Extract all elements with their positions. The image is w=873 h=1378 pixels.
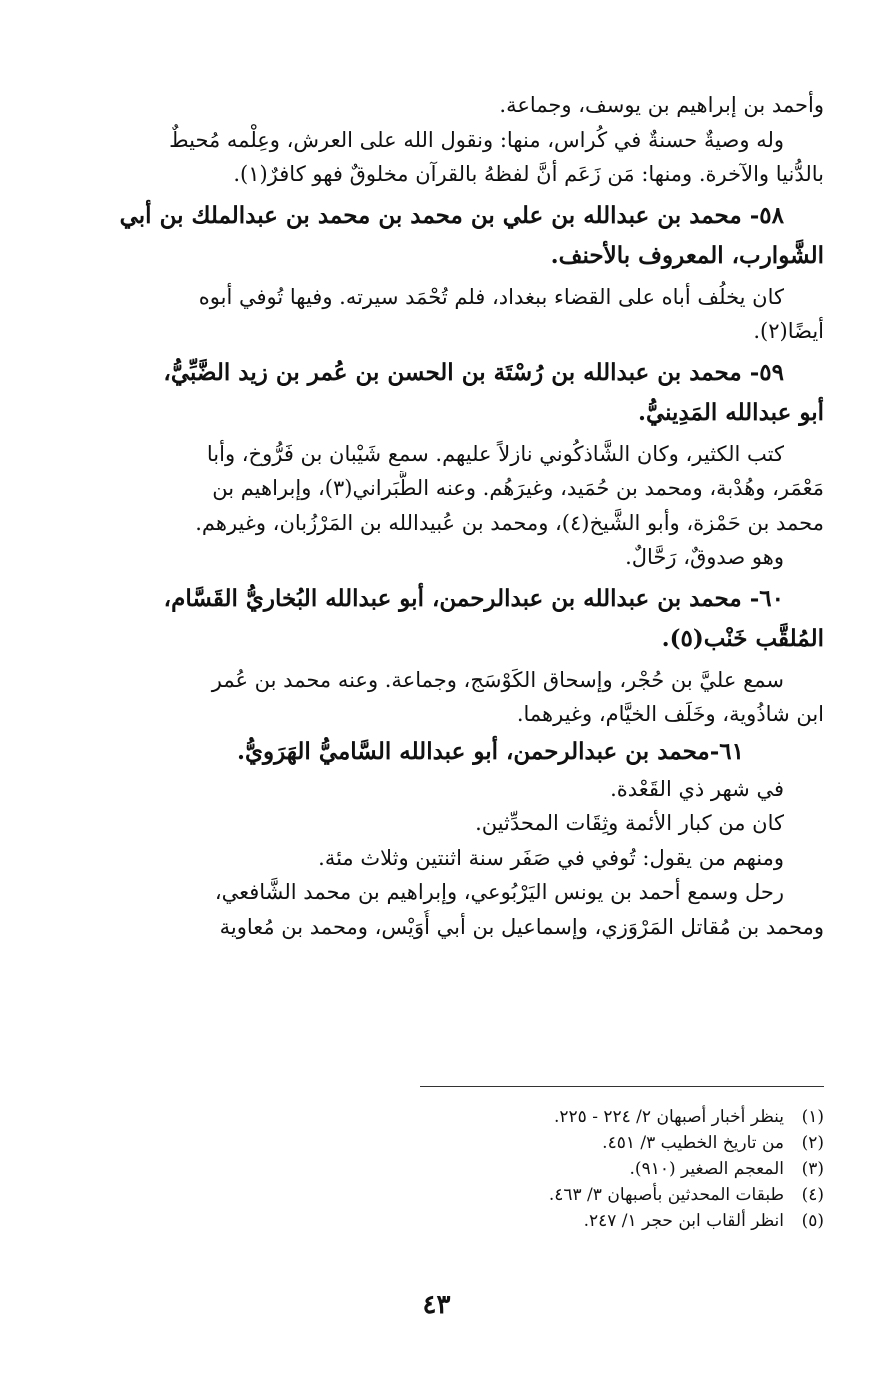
entry-heading-58-cont: الشَّوارب، المعروف بالأحنف. (550, 241, 824, 269)
entry-heading-60: ٦٠- محمد بن عبدالله بن عبدالرحمن، أبو عبدالله البُخاريُّ القَسَّام، (163, 584, 784, 612)
text-line: ابن شاذُوية، وخَلَف الخيَّام، وغيرهما. (516, 702, 824, 726)
text-line: سمع عليَّ بن حُجْر، وإسحاق الكَوْسَج، وجماعة. وعنه محمد بن عُمر (211, 667, 784, 692)
text-line: كان من كبار الأئمة وثِقَات المحدِّثين. (475, 811, 784, 835)
page-number: ٤٣ (422, 1290, 451, 1320)
footnote (444, 1182, 824, 1208)
entry-heading-61: ٦١-محمد بن عبدالرحمن، أبو عبدالله السَّاميُّ الهَرَويُّ. (237, 737, 744, 765)
entry-heading-58: ٥٨- محمد بن عبدالله بن علي بن محمد بن محمد بن عبدالملك بن أبي (119, 201, 784, 229)
text-line: أيضًا(٢). (753, 319, 824, 343)
text-line: ومنهم من يقول: تُوفي في صَفَر سنة اثنتين وثلاث مئة. (318, 845, 784, 870)
footnote-number: (١) (801, 1107, 824, 1127)
footnote-number: (٥) (801, 1211, 824, 1231)
footnote (444, 1130, 824, 1156)
footnotes (444, 1104, 824, 1234)
text-line: رحل وسمع أحمد بن يونس اليَرْبُوعي، وإبراهيم بن محمد الشَّافعي، (214, 880, 784, 904)
text-line: بالدُّنيا والآخرة. ومنها: مَن زَعَم أنَّ لفظهُ بالقرآن مخلوقٌ فهو كافرٌ(١). (233, 162, 824, 186)
footnote-number: (٣) (801, 1159, 824, 1179)
footnote-text: المعجم الصغير (٩١٠). (629, 1159, 784, 1179)
text-line: محمد بن حَمْزة، وأبو الشَّيخ(٤)، ومحمد بن عُبيدالله بن المَرْزُبان، وغيرهم. (195, 510, 824, 535)
footnote-text: من تاريخ الخطيب ٣/ ٤٥١. (602, 1133, 784, 1153)
footnote (444, 1104, 824, 1130)
text-line: في شهر ذي القَعْدة. (610, 776, 784, 801)
text-line: مَعْمَر، وهُدْبة، ومحمد بن حُمَيد، وغيرَهُم. وعنه الطَّبَراني(٣)، وإبراهيم بن (212, 476, 824, 500)
entry-heading-60-cont: المُلقَّب خَنْب(٥). (661, 624, 824, 652)
entry-heading-59-cont: أبو عبدالله المَدِينيُّ. (637, 398, 824, 426)
footnote-text: طبقات المحدثين بأصبهان ٣/ ٤٦٣. (548, 1185, 784, 1205)
footnote-text: انظر ألقاب ابن حجر ١/ ٢٤٧. (583, 1211, 784, 1231)
footnote-divider (420, 1086, 824, 1087)
text-line: وأحمد بن إبراهيم بن يوسف، وجماعة. (499, 93, 824, 117)
footnote-text: ينظر أخبار أصبهان ٢/ ٢٢٤ - ٢٢٥. (554, 1107, 784, 1127)
footnote (444, 1156, 824, 1182)
text-line: كان يخلُف أباه على القضاء ببغداد، فلم تُحْمَد سيرته. وفيها تُوفي أبوه (198, 284, 784, 309)
text-line: كتب الكثير، وكان الشَّاذكُوني نازلاً عليهم. سمع شَيْبان بن فَرُّوخ، وأبا (206, 441, 784, 466)
text-line: ومحمد بن مُقاتل المَرْوَزي، وإسماعيل بن أبي أُوَيْس، ومحمد بن مُعاوية (219, 914, 824, 939)
text-line: وهو صدوقٌ، رَحَّالٌ. (625, 545, 784, 569)
footnote-number: (٤) (801, 1185, 824, 1205)
footnote (444, 1208, 824, 1234)
footnote-number: (٢) (801, 1133, 824, 1153)
text-line: وله وصيةٌ حسنةٌ في كُراس، منها: ونقول الله على العرش، وعِلْمه مُحيطٌ (169, 127, 784, 152)
page-body (72, 88, 824, 944)
entry-heading-59: ٥٩- محمد بن عبدالله بن رُسْتَة بن الحسن بن عُمر بن زيد الضَّبِّيُّ، (163, 358, 784, 386)
